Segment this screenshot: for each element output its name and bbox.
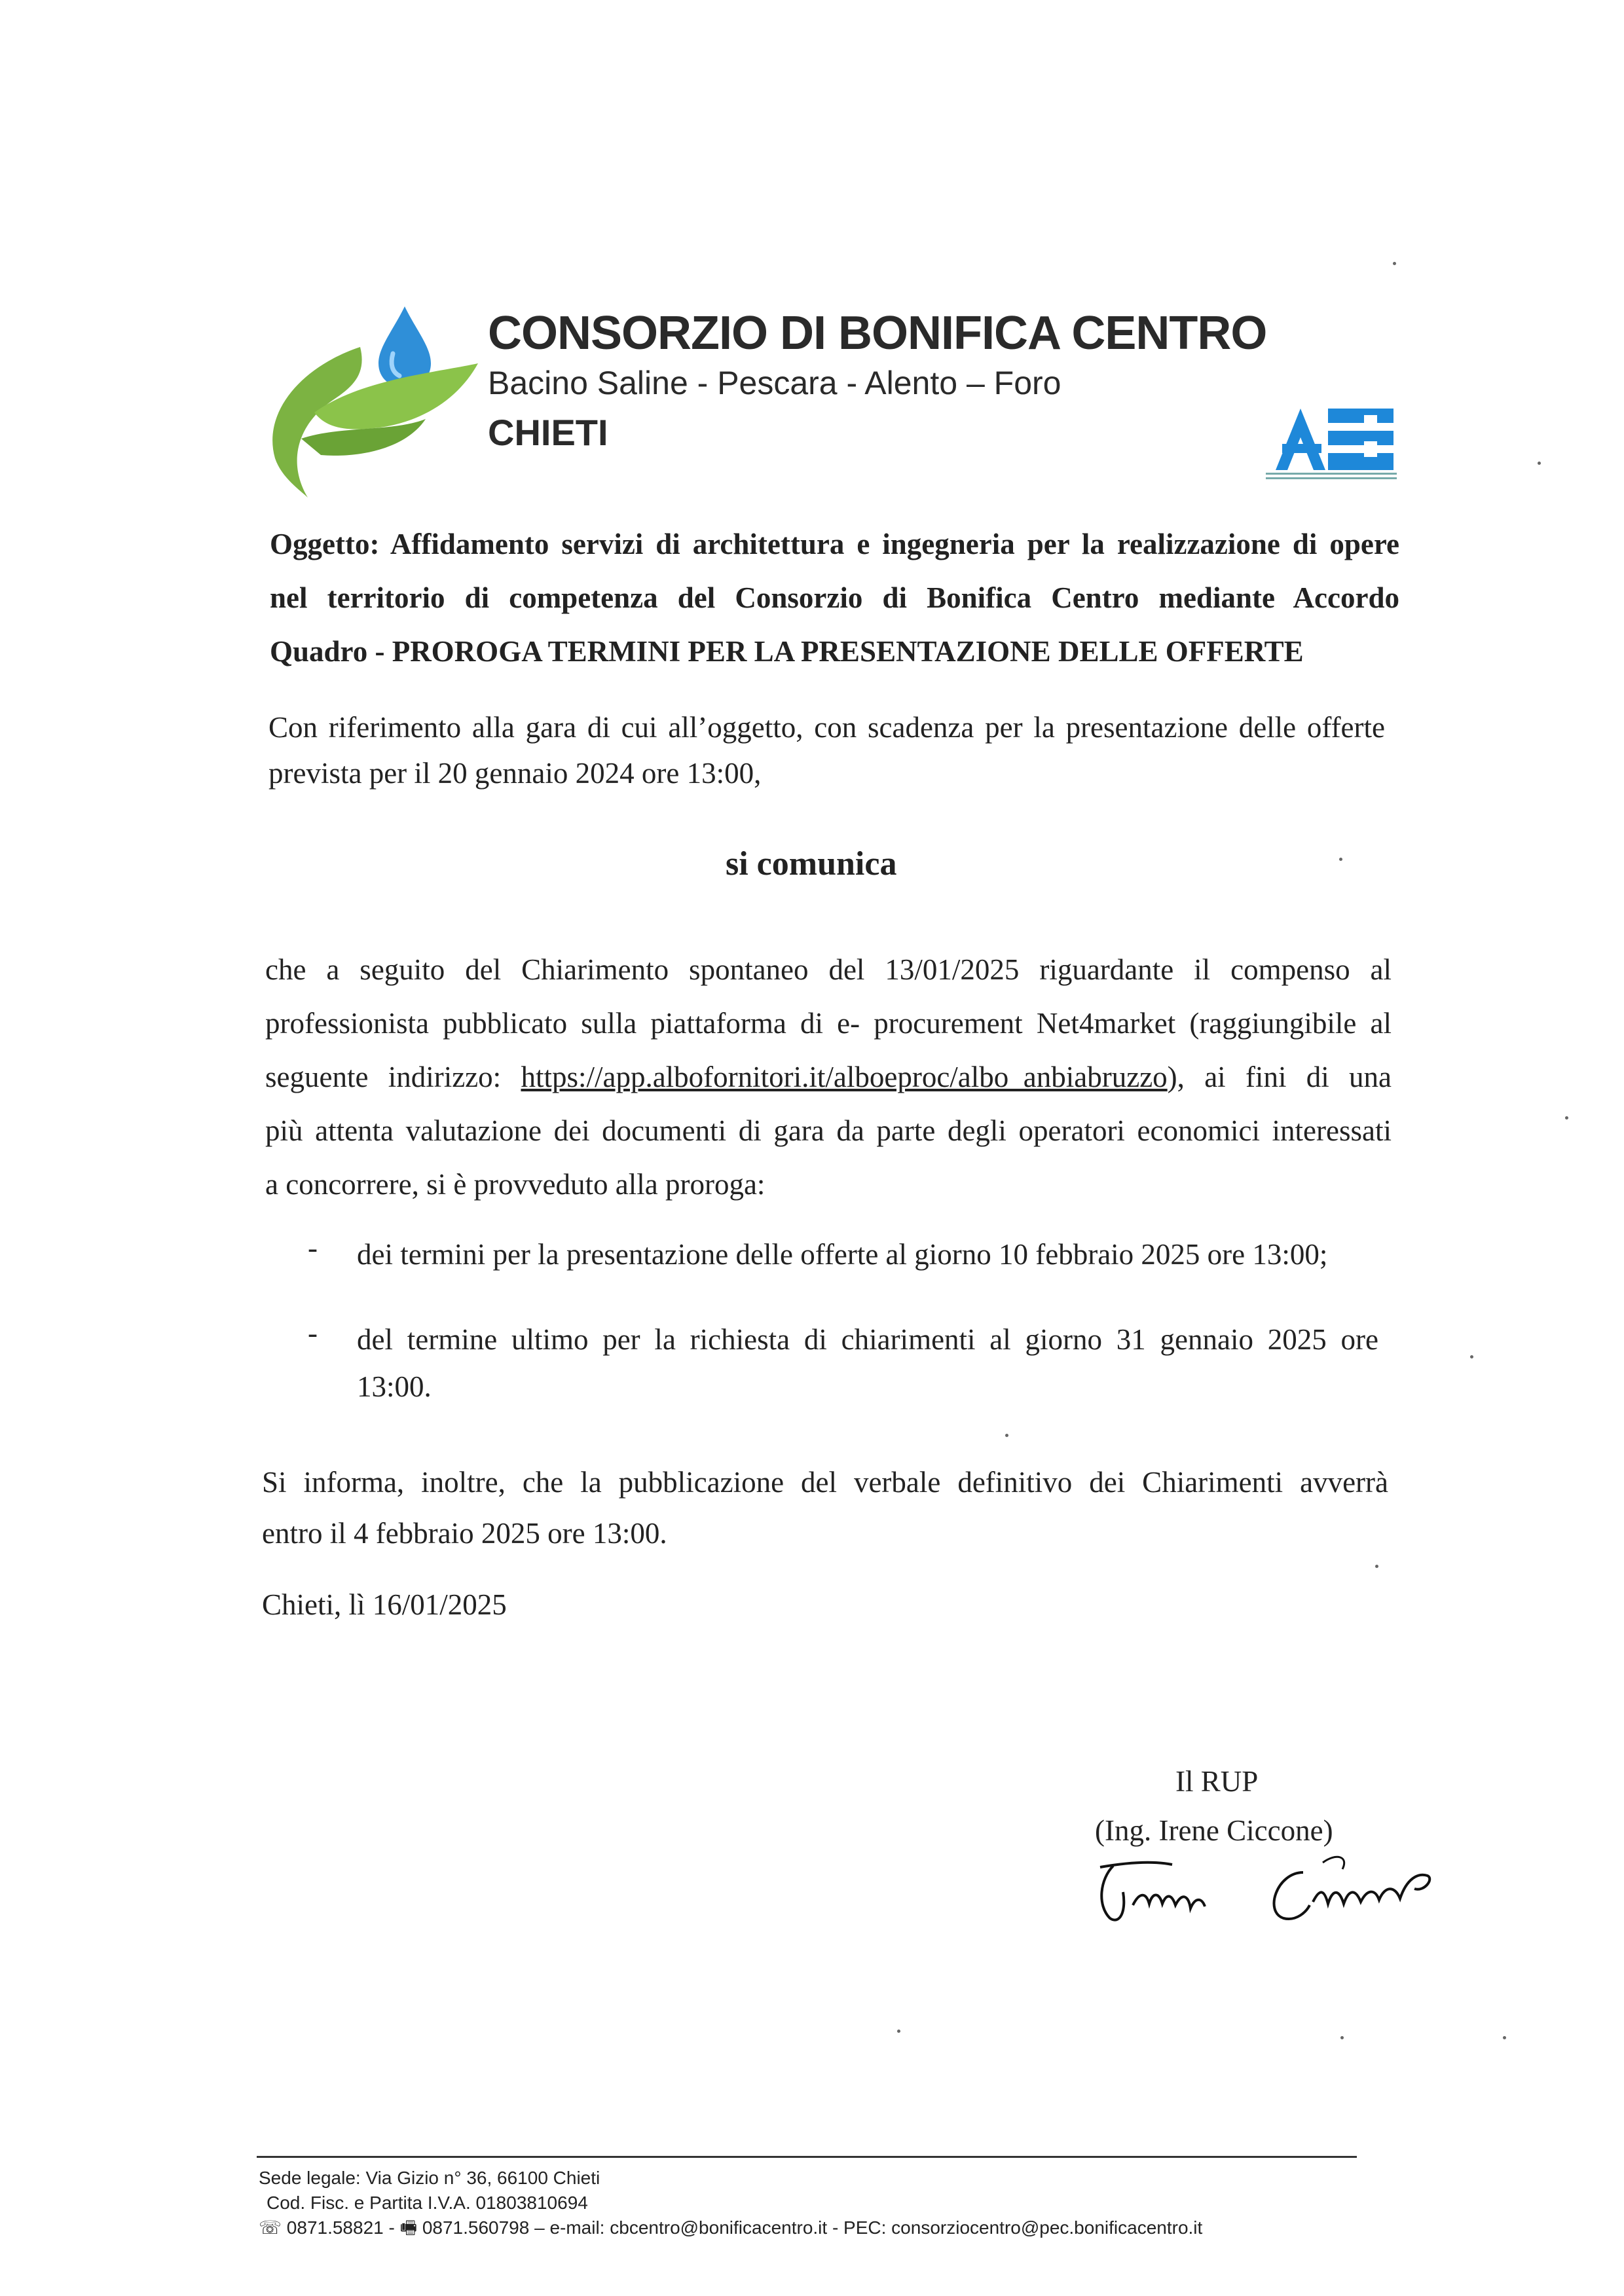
water-drop-leaves-icon	[262, 301, 485, 498]
footer-address: Sede legale: Via Gizio n° 36, 66100 Chieti	[259, 2168, 600, 2188]
body-line	[265, 1050, 1392, 1104]
info-line: entro il 4 febbraio 2025 ore 13:00.	[262, 1517, 667, 1550]
subject-line: Oggetto: Affidamento servizi di architettura e ingegneria per la realizzazione di opere	[270, 528, 1399, 560]
subject-line: nel territorio di competenza del Consorzio di Bonifica Centro mediante Accordo	[270, 581, 1399, 614]
bullet-text	[357, 1231, 1378, 1278]
subject-line: Quadro - PROROGA TERMINI PER LA PRESENTAZIONE DELLE OFFERTE	[270, 635, 1304, 668]
bullet-dash: -	[308, 1231, 318, 1264]
bullet-text	[357, 1316, 1378, 1410]
rup-name: (Ing. Irene Ciccone)	[1095, 1814, 1333, 1847]
handwritten-signature	[1087, 1827, 1454, 1931]
intro-paragraph	[268, 704, 1385, 796]
anbi-logo	[1263, 405, 1400, 483]
intro-line: prevista per il 20 gennaio 2024 ore 13:00,	[268, 757, 762, 790]
info-paragraph	[262, 1457, 1388, 1559]
date-line: Chieti, lì 16/01/2025	[262, 1588, 507, 1621]
bullet-line: dei termini per la presentazione delle offerte al giorno 10 febbraio 2025 ore 13:00;	[357, 1238, 1328, 1271]
body-line: più attenta valutazione dei documenti di gara da parte degli operatori economici interessati	[265, 1114, 1392, 1147]
footer-tax-code: Cod. Fisc. e Partita I.V.A. 01803810694	[267, 2193, 588, 2213]
body-line-post: ), ai fini di una	[1167, 1061, 1392, 1093]
rup-label: Il RUP	[1175, 1765, 1259, 1798]
bullet-line: del termine ultimo per la richiesta di chiarimenti al giorno 31 gennaio 2025 ore	[357, 1323, 1378, 1356]
body-line: a concorrere, si è provveduto alla proroga:	[265, 1168, 766, 1201]
footer	[259, 2166, 1202, 2240]
platform-link[interactable]: https://app.albofornitori.it/alboeproc/albo_anbiabruzzo	[521, 1061, 1168, 1093]
footer-divider	[257, 2156, 1357, 2158]
comunica-heading: si comunica	[726, 845, 897, 883]
org-name: CONSORZIO DI BONIFICA CENTRO	[488, 307, 1267, 359]
footer-contacts: ☏ 0871.58821 - 🖷 0871.560798 – e-mail: cbcentro@bonificacentro.it - PEC: consorziocentro@pec.bonificacentro.it	[259, 2217, 1203, 2238]
intro-line: Con riferimento alla gara di cui all’oggetto, con scadenza per la presentazione delle offerte	[268, 711, 1385, 744]
subject-paragraph	[270, 517, 1399, 678]
body-paragraph	[265, 943, 1392, 1211]
org-subtitle: Bacino Saline - Pescara - Alento – Foro	[488, 365, 1061, 401]
info-line: Si informa, inoltre, che la pubblicazione del verbale definitivo dei Chiarimenti avverrà	[262, 1466, 1388, 1499]
body-line: che a seguito del Chiarimento spontaneo del 13/01/2025 riguardante il compenso al	[265, 953, 1392, 986]
org-city: CHIETI	[488, 412, 608, 453]
body-line: professionista pubblicato sulla piattaforma di e- procurement Net4market (raggiungibile al	[265, 1007, 1392, 1040]
bullet-dash: -	[308, 1317, 318, 1349]
bullet-line: 13:00.	[357, 1370, 432, 1403]
body-line-pre: seguente indirizzo:	[265, 1061, 521, 1093]
